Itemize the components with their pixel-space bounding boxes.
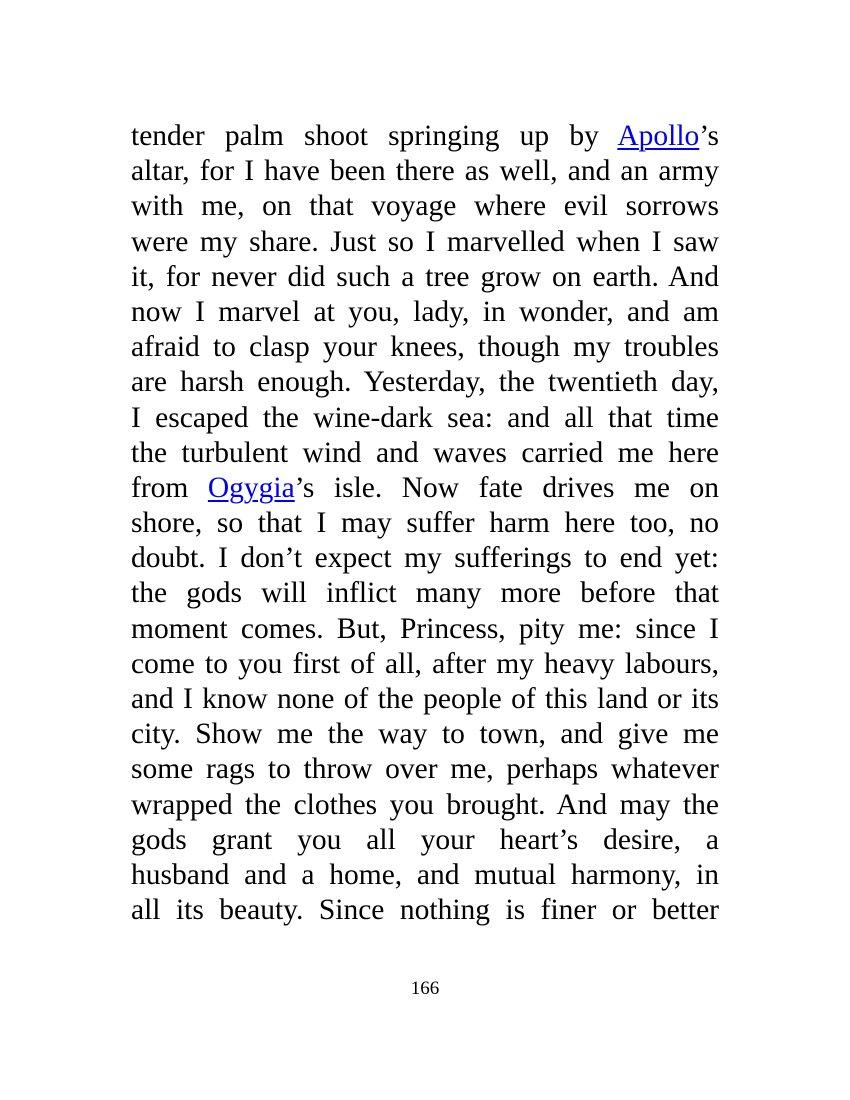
text-line: some rags to throw over me, perhaps whatever xyxy=(131,753,719,786)
text-line: moment comes. But, Princess, pity me: since I xyxy=(131,612,719,645)
apollo-link[interactable]: Apollo xyxy=(617,120,700,152)
text-line: all its beauty. Since nothing is finer or better xyxy=(131,894,719,927)
page-number: 166 xyxy=(410,978,440,999)
text-line: gods grant you all your heart’s desire, a xyxy=(131,823,719,856)
text-line: from Ogygia’s isle. Now fate drives me on xyxy=(131,471,719,504)
text-line: altar, for I have been there as well, and an army xyxy=(131,155,719,188)
text-line: were my share. Just so I marvelled when I saw xyxy=(131,225,719,258)
text-line: wrapped the clothes you brought. And may the xyxy=(131,788,719,821)
text-line: and I know none of the people of this land or its xyxy=(131,683,719,715)
text-line: the turbulent wind and waves carried me here xyxy=(131,436,719,469)
text-line: tender palm shoot springing up by Apollo’s xyxy=(131,120,719,152)
text-line: it, for never did such a tree grow on earth. And xyxy=(131,260,719,293)
text-line: the gods will inflict many more before that xyxy=(131,577,719,610)
text-line: with me, on that voyage where evil sorrows xyxy=(131,190,719,223)
ogygia-link[interactable]: Ogygia xyxy=(207,471,295,504)
body-text xyxy=(131,119,719,928)
text-line: are harsh enough. Yesterday, the twentieth day, xyxy=(131,366,719,399)
text-line: afraid to clasp your knees, though my troubles xyxy=(131,331,719,364)
text-line: shore, so that I may suffer harm here too, no xyxy=(131,507,719,540)
text-line: now I marvel at you, lady, in wonder, and am xyxy=(131,295,719,328)
text-line: come to you first of all, after my heavy labours, xyxy=(131,647,719,680)
text-line: I escaped the wine-dark sea: and all that time xyxy=(131,401,719,434)
text-line: city. Show me the way to town, and give me xyxy=(131,718,719,751)
text-line: husband and a home, and mutual harmony, in xyxy=(131,858,719,891)
text-line: doubt. I don’t expect my sufferings to end yet: xyxy=(131,542,719,575)
